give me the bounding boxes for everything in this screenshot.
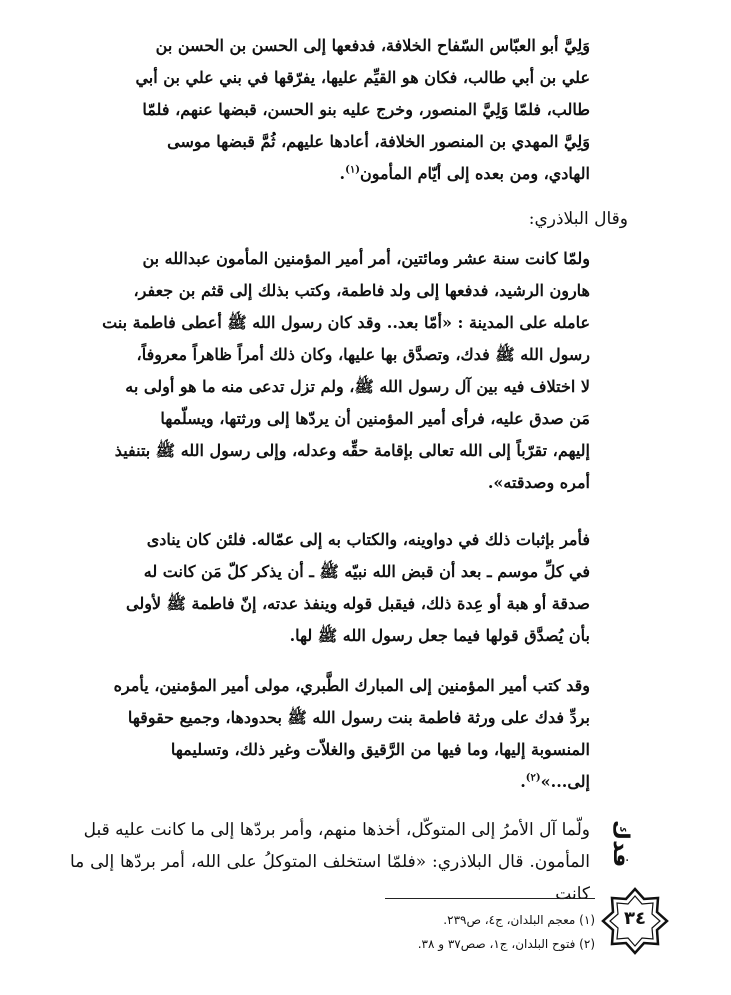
text-line: فأمر بإثبات ذلك في دواوينه، والكتاب به إلى عمّاله. فلئن كان ينادى xyxy=(146,530,590,549)
text-line: بردِّ فدك على ورثة فاطمة بنت رسول الله ﷺ بحدودها، وجميع حقوقها xyxy=(127,708,590,727)
period: . xyxy=(520,772,526,791)
text-line: رسول الله ﷺ فدك، وتصدَّق بها عليها، وكان ذلك أمراً ظاهراً معروفاً، xyxy=(136,345,590,364)
footnote-2: (٢) فتوح البلدان، ج١، صص٣٧ و ٣٨. xyxy=(417,937,595,951)
text-line-content: إلى...» xyxy=(540,772,590,791)
running-title: فدك xyxy=(608,820,633,868)
paragraph-3 xyxy=(70,524,590,652)
text-line: إليهم، تقرّباً إلى الله تعالى بإقامة حقِّه وعدله، وإلى رسول الله ﷺ بتنفيذ xyxy=(114,441,590,460)
paragraph-1 xyxy=(70,30,590,190)
paragraph-2 xyxy=(70,243,590,499)
text-line: بأن يُصدَّق قولها فيما جعل رسول الله ﷺ لها. xyxy=(289,626,590,645)
text-line xyxy=(70,158,590,190)
text-line: عامله على المدينة : «أمّا بعد.. وقد كان رسول الله ﷺ أعطى فاطمة بنت xyxy=(102,313,590,332)
text-line: وَلِيَّ المهدي بن المنصور الخلافة، أعادها عليهم، ثُمَّ قبضها موسى xyxy=(167,132,590,151)
period: . xyxy=(339,164,346,183)
text-line: المأمون. قال البلاذري: «فلمّا استخلف المتوكلُ على الله، أمر بردّها إلى ما كانت xyxy=(70,852,590,904)
text-line: ولّما آل الأمرُ إلى المتوكّل، أخذها منهم، وأمر بردّها إلى ما كانت عليه قبل xyxy=(83,820,590,840)
text-line: وقد كتب أمير المؤمنين إلى المبارك الطَّبري، مولى أمير المؤمنين، يأمره xyxy=(113,676,590,695)
footnote-ref-2[interactable]: (٢) xyxy=(525,772,541,784)
text-line: صدقة أو هبة أو عِدة ذلك، فيقبل قوله وينفذ عدته، إنّ فاطمة ﷺ لأولى xyxy=(126,594,590,613)
footnotes xyxy=(380,908,595,956)
text-line xyxy=(70,766,590,798)
footnote-1: (١) معجم البلدان، ج٤، ص٢٣٩. xyxy=(443,913,595,927)
text-line: طالب، فلمّا وَلِيَّ المنصور، وخرج عليه بنو الحسن، قبضها عنهم، فلمّا xyxy=(142,100,590,119)
text-line: في كلِّ موسم ـ بعد أن قبض الله نبيّه ﷺ ـ أن يذكر كلّ مَن كانت له xyxy=(143,562,590,581)
text-line: هارون الرشيد، فدفعها إلى ولد فاطمة، وكتب بذلك إلى قثم بن جعفر، xyxy=(133,281,590,300)
page-number: ٣٤ xyxy=(624,908,646,929)
text-line: المنسوبة إليها، وما فيها من الرَّقيق والغلاّت وغير ذلك، وتسليمها xyxy=(170,740,590,759)
text-line: مَن صدق عليه، فرأى أمير المؤمنين أن يردّها إلى ورثتها، ويسلّمها xyxy=(160,409,590,428)
text-line: وَلِيَّ أبو العبّاس السّفاح الخلافة، فدفعها إلى الحسن بن الحسن بن xyxy=(155,36,590,55)
section-heading: وقال البلاذري: xyxy=(528,209,628,229)
text-line: لا اختلاف فيه بين آل رسول الله ﷺ، ولم تزل تدعى منه ما هو أولى به xyxy=(125,377,590,396)
text-line: ولمّا كانت سنة عشر ومائتين، أمر أمير المؤمنين المأمون عبدالله بن xyxy=(142,249,590,268)
text-line: أمره وصدقته». xyxy=(487,473,590,492)
paragraph-4 xyxy=(70,670,590,798)
footnote-divider xyxy=(385,898,595,899)
text-line: علي بن أبي طالب، فكان هو القيِّم عليها، يفرّقها في بني علي بن أبي xyxy=(135,68,590,87)
text-line-content: الهادي، ومن بعده إلى أيّام المأمون xyxy=(359,164,590,183)
footnote-ref-1[interactable]: (١) xyxy=(345,164,360,176)
paragraph-5 xyxy=(70,814,590,910)
